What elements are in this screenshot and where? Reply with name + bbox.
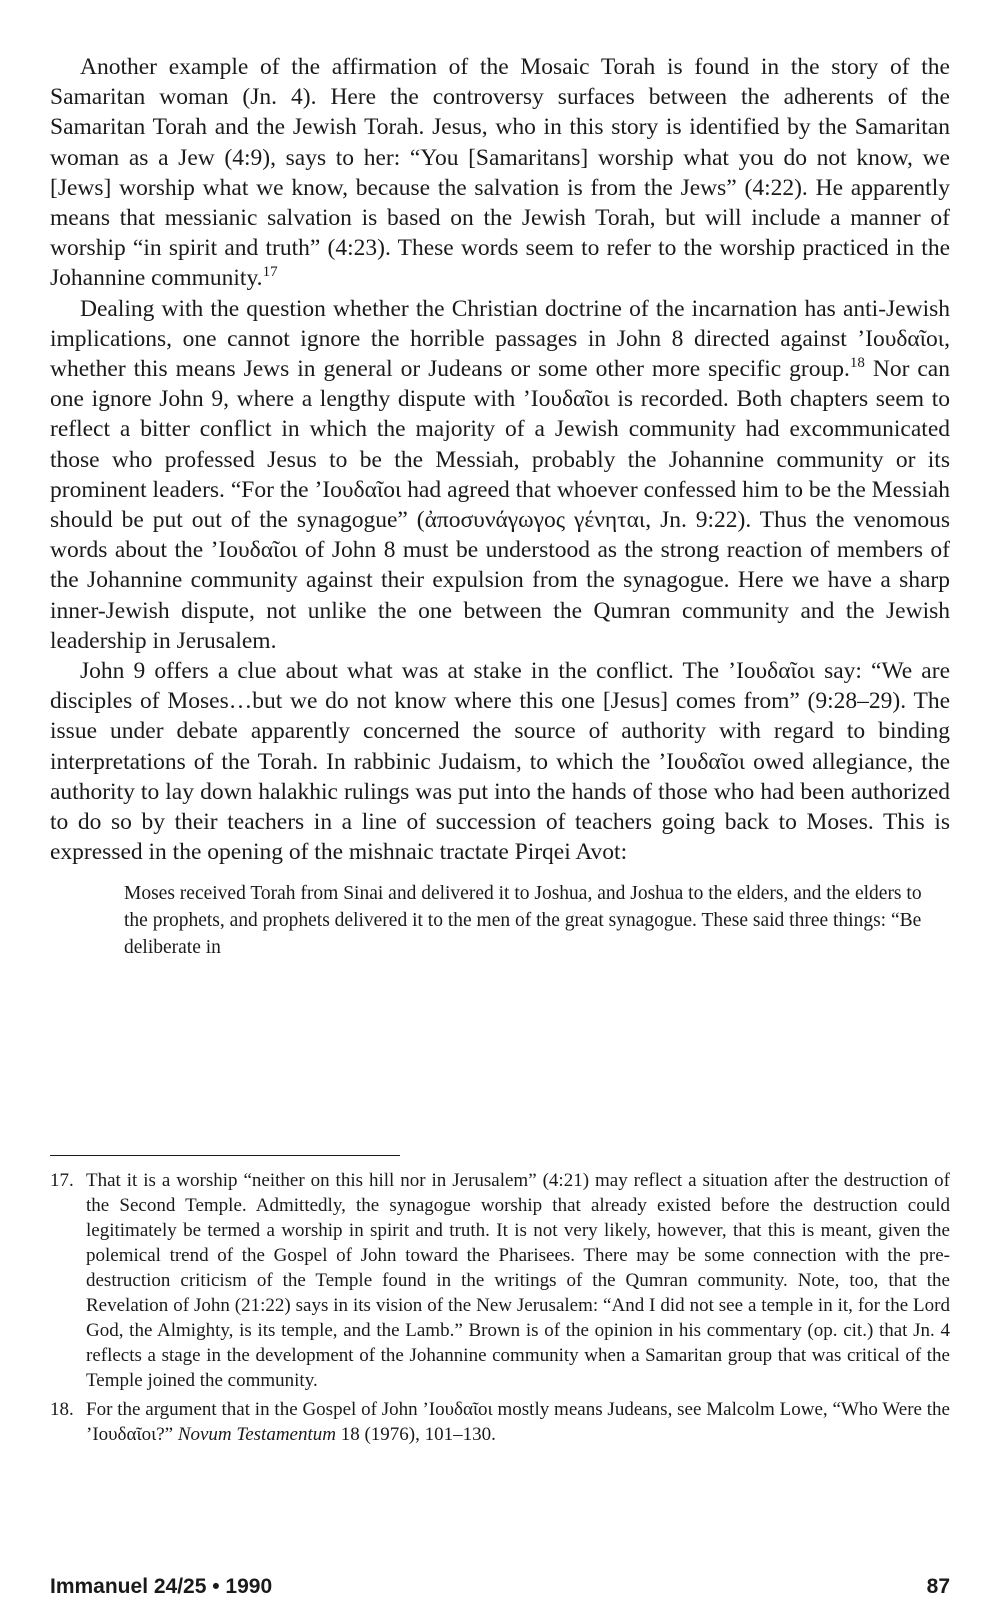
block-quote-pirqei-avot: Moses received Torah from Sinai and delivered it to Joshua, and Joshua to the elders, and the elders to the prophets, and prophets delivered it to the men of the great synagogue. These said three things: “Be deliberate in	[124, 883, 922, 959]
footnote-17	[50, 1168, 950, 1393]
paragraph-2b-text: Nor can one ignore John 9, where a lengthy dispute with ’Ιουδαῖοι is recorded. Both chapters seem to reflect a bitter conflict in which the majority of a Jewish community had excommunicated those who professed Jesus to be the Messiah, probably the Johannine community or its prominent leaders. “For the ’Ιουδαῖοι had agreed that whoever confessed him to be the Messiah should be put out of the synagogue” (ἀποσυνάγωγος γένηται, Jn. 9:22). Thus the venomous words about the ’Ιουδαῖοι of John 8 must be understood as the strong reaction of members of the Johannine community against their expulsion from the synagogue. Here we have a sharp inner-Jewish dispute, not unlike the one between the Qumran community and the Jewish leadership in Jerusalem.	[50, 356, 950, 654]
footnote-18-text-b: 18 (1976), 101–130.	[335, 1424, 496, 1445]
paragraph-3-text: John 9 offers a clue about what was at stake in the conflict. The ’Ιουδαῖοι say: “We are disciples of Moses…but we do not know where this one [Jesus] comes from” (9:28–29). The issue under debate apparently concerned the source of authority with regard to binding interpretations of the Torah. In rabbinic Judaism, to which the ’Ιουδαῖοι owed allegiance, the authority to lay down halakhic rulings was put into the hands of those who had been authorized to do so by their teachers in a line of succession of teachers going back to Moses. This is expressed in the opening of the mishnaic tractate Pirqei Avot:	[50, 658, 950, 866]
paragraph-1-text: Another example of the affirmation of the Mosaic Torah is found in the story of the Samaritan woman (Jn. 4). Here the controversy surfaces between the adherents of the Samaritan Torah and the Jewish Torah. Jesus, who in this story is identified by the Samaritan woman as a Jew (4:9), says to her: “You [Samaritans] worship what you do not know, we [Jews] worship what we know, because the salvation is from the Jews” (4:22). He apparently means that messianic salvation is based on the Jewish Torah, but will include a manner of worship “in spirit and truth” (4:23). These words seem to refer to the worship practiced in the Johannine community.	[50, 54, 950, 292]
footnote-18-journal-title: Novum Testamentum	[177, 1424, 336, 1445]
paragraph-2a-text: Dealing with the question whether the Christian doctrine of the incarnation has anti-Jewish implications, one cannot ignore the horrible passages in John 8 directed against ’Ιουδαῖοι, whether this means Jews in general or Judeans or some other more specific group.	[50, 295, 950, 383]
paragraph-samaritan-woman	[50, 52, 950, 294]
journal-issue-label: Immanuel 24/25 • 1990	[50, 1575, 273, 1598]
page-number: 87	[926, 1575, 950, 1598]
main-text	[50, 52, 950, 961]
footnote-divider	[50, 1155, 400, 1156]
footnote-ref-18[interactable]: 18	[849, 355, 865, 372]
footnote-18-text-a: For the argument that in the Gospel of John ’Ιουδαῖοι mostly means Judeans, see Malcolm Lowe, “Who Were the ’Ιουδαῖοι?”	[86, 1399, 950, 1445]
footnotes	[50, 1168, 950, 1451]
footnote-17-number: 17.	[50, 1170, 74, 1191]
footnote-18-number: 18.	[50, 1399, 74, 1420]
footnote-18-body	[86, 1397, 950, 1447]
page-footer	[50, 1575, 950, 1599]
footnote-18	[50, 1397, 950, 1447]
paragraph-john-9	[50, 656, 950, 867]
paragraph-incarnation	[50, 294, 950, 656]
footnote-17-text: That it is a worship “neither on this hill nor in Jerusalem” (4:21) may reflect a situation after the destruction of the Second Temple. Admittedly, the synagogue worship that already existed before the destruction could legitimately be termed a worship in spirit and truth. It is not very likely, however, that this is meant, given the polemical trend of the Gospel of John toward the Pharisees. There may be some connection with the pre-destruction criticism of the Temple found in the writings of the Qumran community. Note, too, that the Revelation of John (21:22) says in its vision of the New Jerusalem: “And I did not see a temple in it, for the Lord God, the Almighty, is its temple, and the Lamb.” Brown is of the opinion in his commentary (op. cit.) that Jn. 4 reflects a stage in the development of the Johannine community when a Samaritan group that was critical of the Temple joined the community.	[86, 1170, 950, 1391]
footnote-ref-17[interactable]: 17	[262, 264, 278, 281]
